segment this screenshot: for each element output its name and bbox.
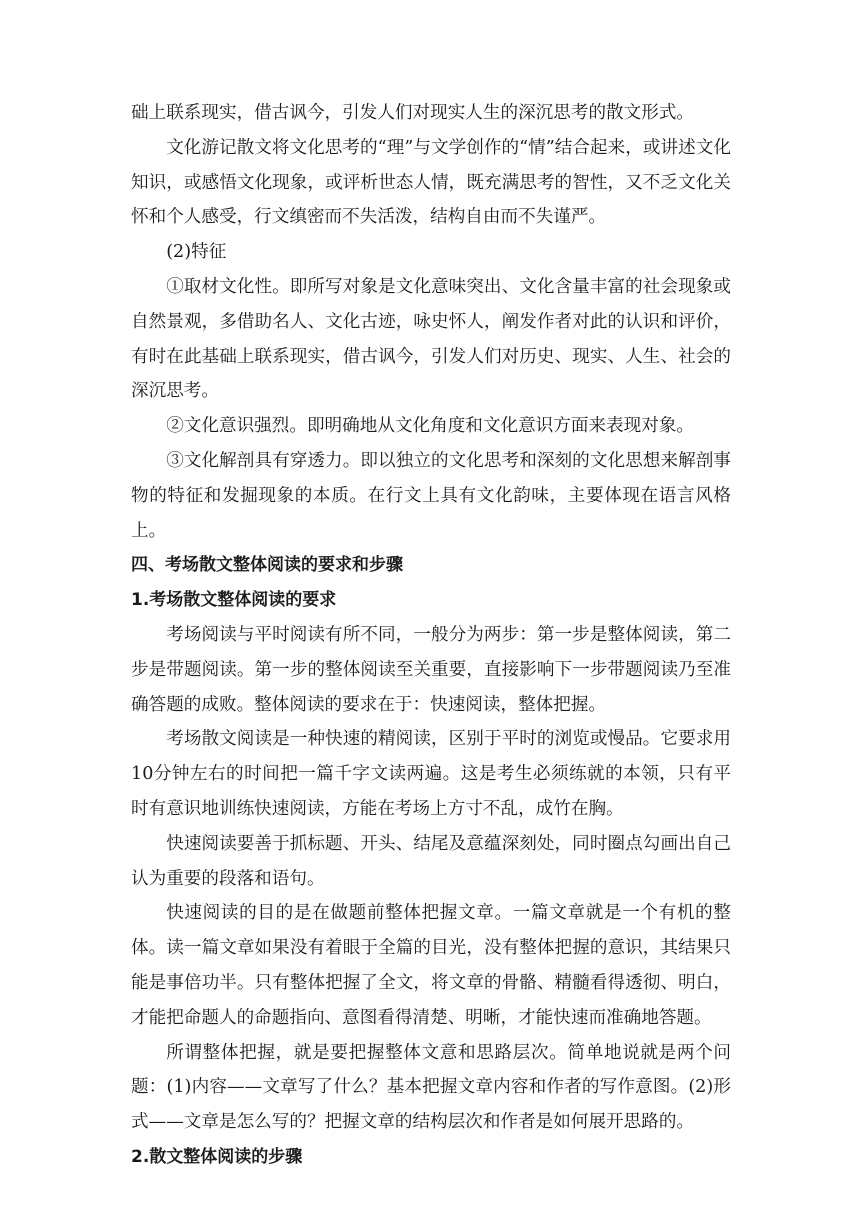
- section-heading-4: 四、考场散文整体阅读的要求和步骤: [131, 555, 403, 576]
- paragraph-requirements-4: 快速阅读的目的是在做题前整体把握文章。一篇文章就是一个有机的整体。读一篇文章如果没有着眼于全篇的目光，没有整体把握的意识，其结果只能是事倍功半。只有整体把握了全文，将文章的骨骼、精髓看得透彻、明白，才能把命题人的命题指向、意图看得清楚、明晰，才能快速而准确地答题。: [131, 903, 731, 1028]
- subsection-heading-1: 1.考场散文整体阅读的要求: [131, 590, 337, 611]
- body-text: [131, 96, 731, 1175]
- subsection-heading-2: 2.散文整体阅读的步骤: [131, 1146, 303, 1167]
- paragraph-requirements-1: 考场阅读与平时阅读有所不同，一般分为两步：第一步是整体阅读，第二步是带题阅读。第一步的整体阅读至关重要，直接影响下一步带题阅读乃至准确答题的成败。整体阅读的要求在于：快速阅读，整体把握。: [131, 624, 731, 715]
- paragraph-definition: 文化游记散文将文化思考的“理”与文学创作的“情”结合起来，或讲述文化知识，或感悟文化现象，或评析世态人情，既充满思考的智性，又不乏文化关怀和个人感受，行文缜密而不失活泼，结构自由而不失谨严。: [131, 137, 731, 228]
- paragraph-requirements-3: 快速阅读要善于抓标题、开头、结尾及意蕴深刻处，同时圈点勾画出自己认为重要的段落和语句。: [131, 833, 731, 889]
- paragraph-feature-3: ③文化解剖具有穿透力。即以独立的文化思考和深刻的文化思想来解剖事物的特征和发掘现象的本质。在行文上具有文化韵味，主要体现在语言风格上。: [131, 450, 731, 541]
- paragraph-requirements-2: 考场散文阅读是一种快速的精阅读，区别于平时的浏览或慢品。它要求用10分钟左右的时间把一篇千字文读两遍。这是考生必须练就的本领，只有平时有意识地训练快速阅读，方能在考场上方寸不乱，成竹在胸。: [131, 729, 731, 819]
- paragraph-continuation: 础上联系现实，借古讽今，引发人们对现实人生的深沉思考的散文形式。: [131, 103, 695, 123]
- paragraph-requirements-5: 所谓整体把握，就是要把握整体文意和思路层次。简单地说就是两个问题：(1)内容——文章写了什么？基本把握文章内容和作者的写作意图。(2)形式——文章是怎么写的？把握文章的结构层次和作者是如何展开思路的。: [131, 1042, 731, 1133]
- paragraph-feature-2: ②文化意识强烈。即明确地从文化角度和文化意识方面来表现对象。: [166, 416, 695, 437]
- subheading-features: (2)特征: [166, 242, 227, 263]
- paragraph-feature-1: ①取材文化性。即所写对象是文化意味突出、文化含量丰富的社会现象或自然景观，多借助名人、文化古迹，咏史怀人，阐发作者对此的认识和评价，有时在此基础上联系现实，借古讽今，引发人们对历史、现实、人生、社会的深沉思考。: [131, 276, 731, 402]
